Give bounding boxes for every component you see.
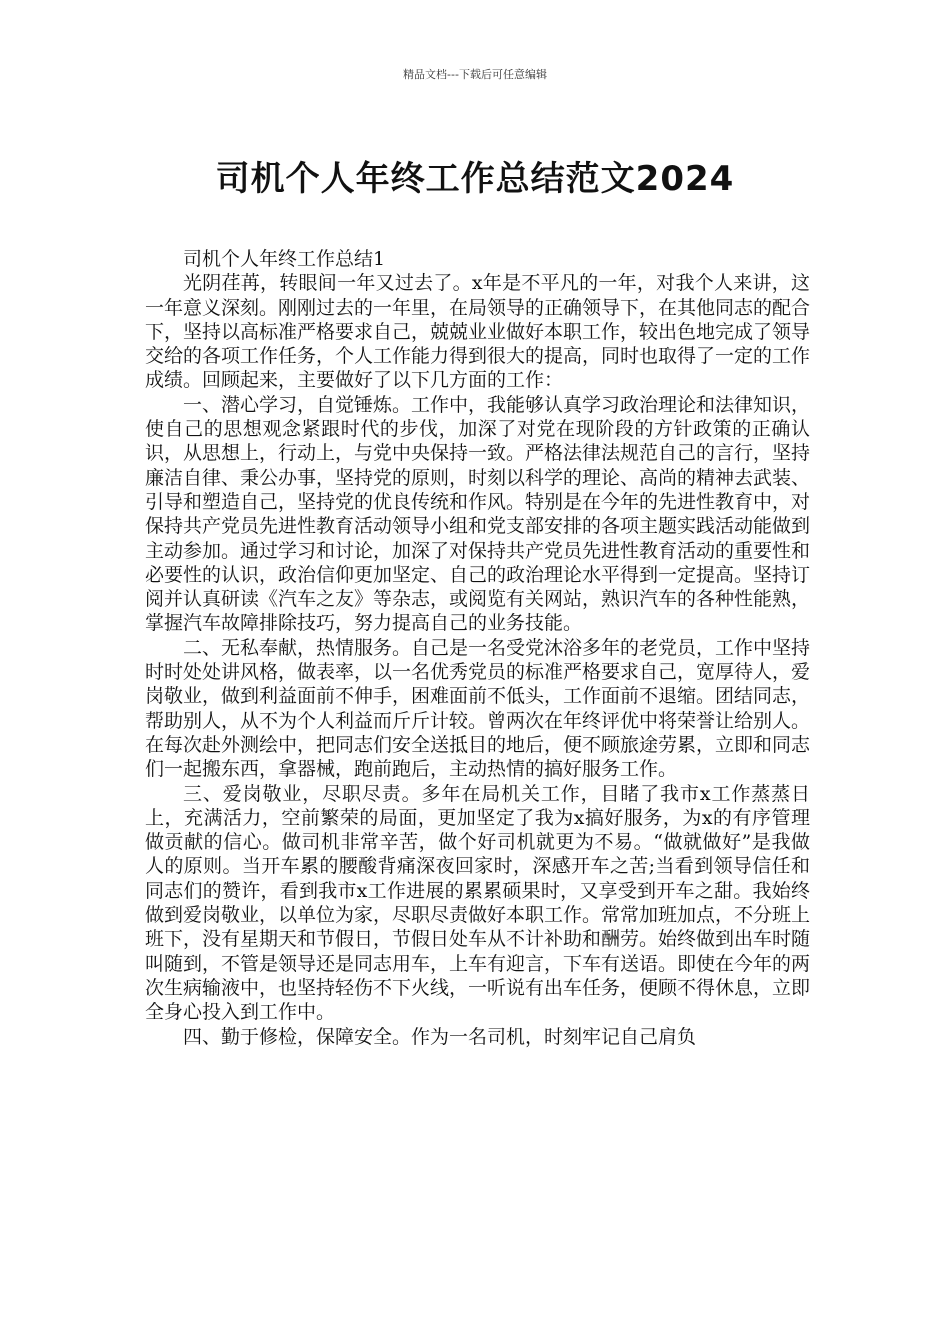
paragraph-intro: 光阴荏苒，转眼间一年又过去了。x年是不平凡的一年，对我个人来讲，这一年意义深刻。刚刚过去的一年里，在局领导的正确领导下，在其他同志的配合下，坚持以高标准严格要求自己，兢兢业业做好本职工作，较出色地完成了领导交给的各项工作任务，个人工作能力得到很大的提高，同时也取得了一定的工作成绩。回顾起来，主要做好了以下几方面的工作： (145, 272, 811, 392)
paragraph-maintenance: 四、勤于修检，保障安全。作为一名司机，时刻牢记自己肩负 (183, 1025, 697, 1048)
document-body (145, 247, 810, 1049)
section-heading: 司机个人年终工作总结1 (183, 248, 386, 270)
paragraph-service: 二、无私奉献，热情服务。自己是一名受党沐浴多年的老党员，工作中坚持时时处处讲风格，做表率，以一名优秀党员的标准严格要求自己，宽厚待人，爱岗敬业，做到利益面前不伸手，困难面前不低头，工作面前不退缩。团结同志，帮助别人，从不为个人利益而斤斤计较。曾两次在年终评优中将荣誉让给别人。在每次赴外测绘中，把同志们安全送抵目的地后，便不顾旅途劳累，立即和同志们一起搬东西，拿器械，跑前跑后，主动热情的搞好服务工作。 (145, 636, 811, 781)
header-watermark: 精品文档---下载后可任意编辑 (403, 68, 547, 81)
paragraph-dedication: 三、爱岗敬业，尽职尽责。多年在局机关工作，目睹了我市x工作蒸蒸日上，充满活力，空前繁荣的局面，更加坚定了我为x搞好服务，为x的有序管理做贡献的信心。做司机非常辛苦，做个好司机就更为不易。“做就做好”是我做人的原则。当开车累的腰酸背痛深夜回家时，深感开车之苦;当看到领导信任和同志们的赞许，看到我市x工作进展的累累硕果时，又享受到开车之甜。我始终做到爱岗敬业，以单位为家，尽职尽责做好本职工作。常常加班加点，不分班上班下，没有星期天和节假日，节假日处车从不计补助和酬劳。始终做到出车时随叫随到，不管是领导还是同志用车，上车有迎言，下车有送语。即使在今年的两次生病输液中，也坚持轻伤不下火线，一听说有出车任务，便顾不得休息，立即全身心投入到工作中。 (145, 782, 811, 1024)
paragraph-study: 一、潜心学习，自觉锤炼。工作中，我能够认真学习政治理论和法律知识，使自己的思想观念紧跟时代的步伐，加深了对党在现阶段的方针政策的正确认识，从思想上，行动上，与党中央保持一致。严格法律法规范自己的言行，坚持廉洁自律、秉公办事，坚持党的原则，时刻以科学的理论、高尚的精神去武装、引导和塑造自己，坚持党的优良传统和作风。特别是在今年的先进性教育中，对保持共产党员先进性教育活动领导小组和党支部安排的各项主题实践活动能做到主动参加。通过学习和讨论，加深了对保持共产党员先进性教育活动的重要性和必要性的认识，政治信仰更加坚定、自己的政治理论水平得到一定提高。坚持订阅并认真研读《汽车之友》等杂志，或阅览有关网站，熟识汽车的各种性能熟，掌握汽车故障排除技巧，努力提高自己的业务技能。 (145, 393, 811, 635)
document-title: 司机个人年终工作总结范文2024 (215, 158, 735, 199)
